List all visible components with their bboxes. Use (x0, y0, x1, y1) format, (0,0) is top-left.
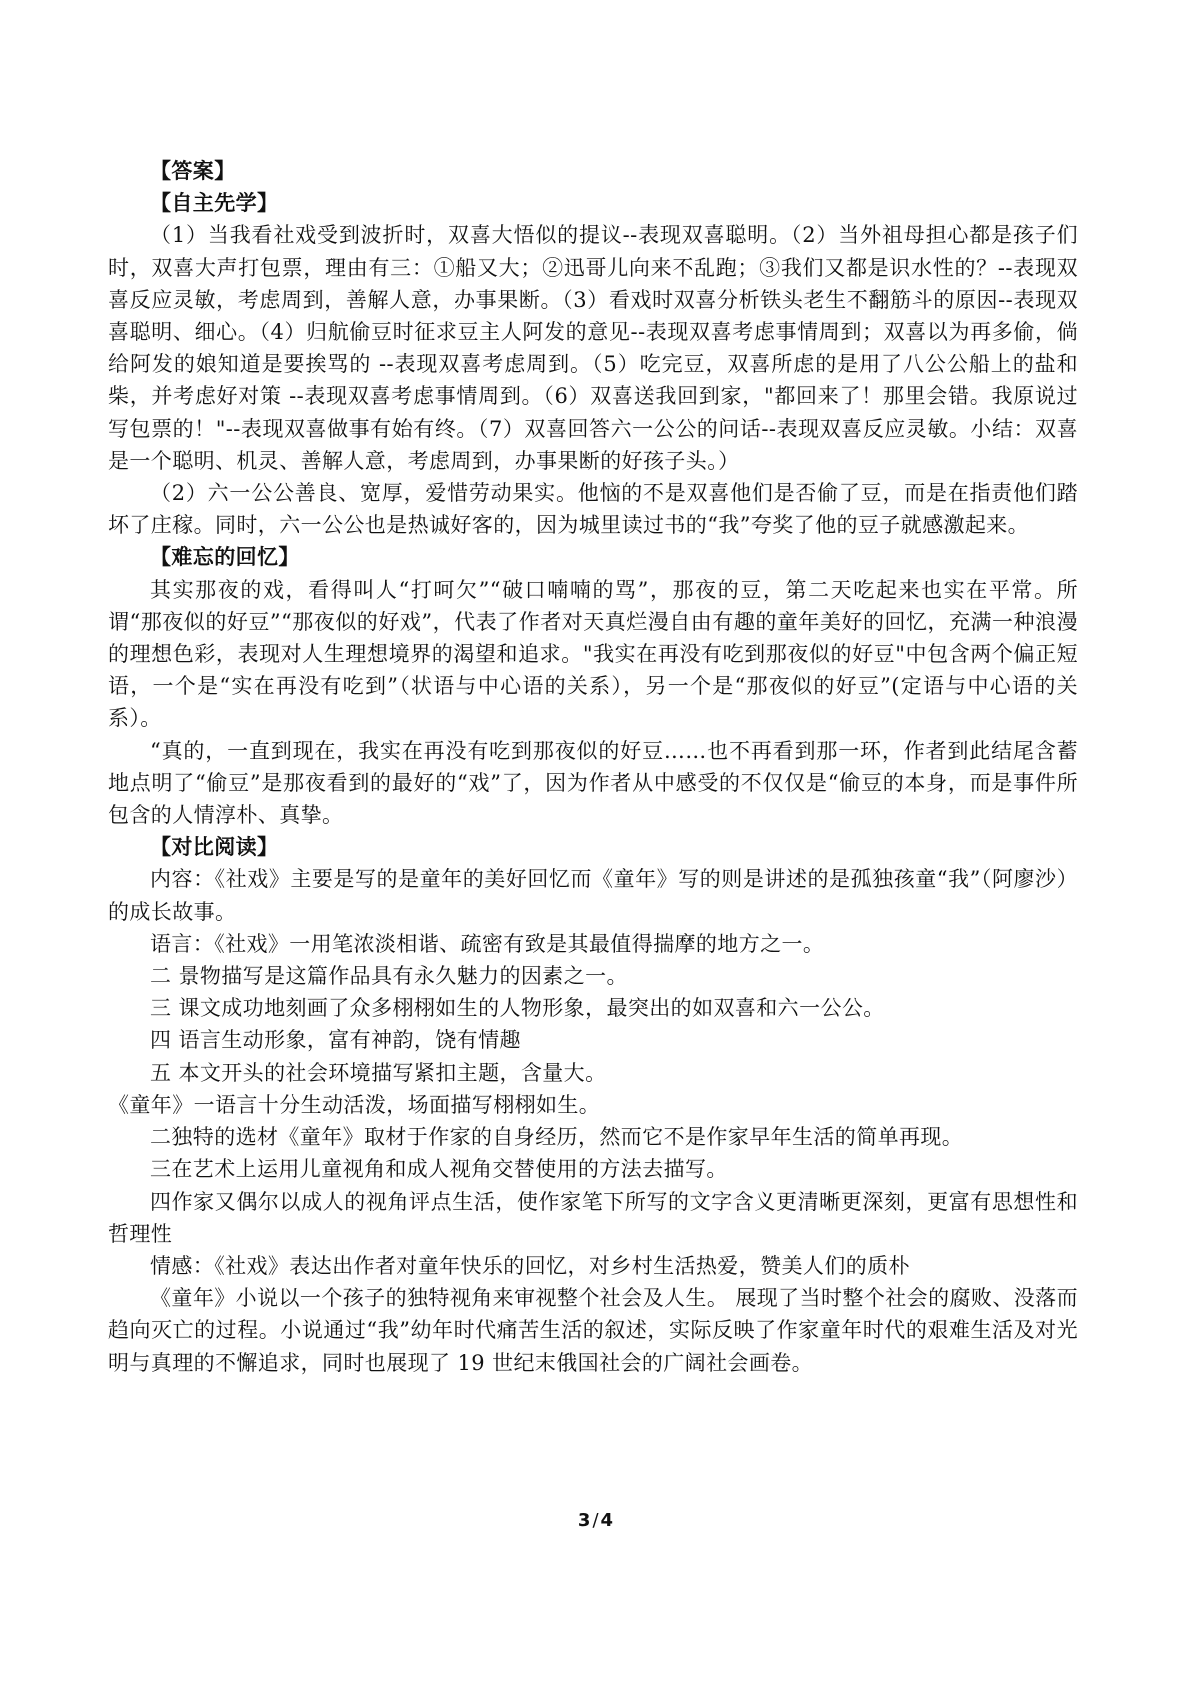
paragraph-compare-language-1: 语言：《社戏》一用笔浓淡相谐、疏密有致是其最值得揣摩的地方之一。 (150, 931, 825, 956)
paragraph-compare-emotion: 情感：《社戏》表达出作者对童年快乐的回忆，对乡村生活热爱，赞美人们的质朴 (150, 1253, 910, 1278)
paragraph-childhood-emotion: 《童年》小说以一个孩子的独特视角来审视整个社会及人生。 展现了当时整个社会的腐败、没落而趋向灭亡的过程。小说通过“我”幼年时代痛苦生活的叙述，实际反映了作家童年时代的艰难生活及对光明与真理的不懈追求，同时也展现了 19 世纪末俄国社会的广阔社会画卷。 (108, 1286, 1078, 1375)
page-number (0, 1510, 1191, 1531)
page-number-current: 3 (577, 1510, 591, 1531)
document-body (108, 155, 1078, 1379)
paragraph-childhood-4: 四作家又偶尔以成人的视角评点生活，使作家笔下所写的文字含义更清晰更深刻，更富有思想性和哲理性 (108, 1189, 1078, 1246)
paragraph-self-study-2: （2）六一公公善良、宽厚，爱惜劳动果实。他恼的不是双喜他们是否偷了豆，而是在指责他们踏坏了庄稼。同时，六一公公也是热诚好客的，因为城里读过书的“我”夸奖了他的豆子就感激起来。 (108, 481, 1078, 538)
paragraph-compare-content: 内容：《社戏》主要是写的是童年的美好回忆而《童年》写的则是讲述的是孤独孩童“我”（阿廖沙）的成长故事。 (108, 867, 1078, 924)
paragraph-childhood-2: 二独特的选材《童年》取材于作家的自身经历，然而它不是作家早年生活的简单再现。 (150, 1125, 964, 1150)
paragraph-compare-language-5: 五 本文开头的社会环境描写紧扣主题，含量大。 (150, 1060, 607, 1085)
page-number-separator: / (592, 1510, 599, 1531)
paragraph-childhood-3: 三在艺术上运用儿童视角和成人视角交替使用的方法去描写。 (150, 1157, 728, 1182)
paragraph-self-study-1: （1）当我看社戏受到波折时，双喜大悟似的提议--表现双喜聪明。（2）当外祖母担心都是孩子们时，双喜大声打包票，理由有三：①船又大；②迅哥儿向来不乱跑；③我们又都是识水性的？--表现双喜反应灵敏，考虑周到，善解人意，办事果断。（3）看戏时双喜分析铁头老生不翻筋斗的原因--表现双喜聪明、细心。（4）归航偷豆时征求豆主人阿发的意见--表现双喜考虑事情周到；双喜以为再多偷，倘给阿发的娘知道是要挨骂的 --表现双喜考虑周到。（5）吃完豆，双喜所虑的是用了八公公船上的盐和柴，并考虑好对策 --表现双喜考虑事情周到。（6）双喜送我回到家，"都回来了！那里会错。我原说过写包票的！"--表现双喜做事有始有终。（7）双喜回答六一公公的问话--表现双喜反应灵敏。小结：双喜是一个聪明、机灵、善解人意，考虑周到，办事果断的好孩子头。） (108, 223, 1078, 473)
paragraph-memory-1: 其实那夜的戏，看得叫人“打呵欠”“破口喃喃的骂”，那夜的豆，第二天吃起来也实在平常。所谓“那夜似的好豆”“那夜似的好戏”，代表了作者对天真烂漫自由有趣的童年美好的回忆，充满一种浪漫的理想色彩，表现对人生理想境界的渴望和追求。"我实在再没有吃到那夜似的好豆"中包含两个偏正短语，一个是“实在再没有吃到”（状语与中心语的关系），另一个是“那夜似的好豆”(定语与中心语的关系）。 (108, 577, 1078, 731)
section-heading-compare: 【对比阅读】 (150, 834, 279, 860)
section-heading-self-study: 【自主先学】 (150, 190, 279, 216)
paragraph-childhood-1: 《童年》一语言十分生动活泼，场面描写栩栩如生。 (108, 1092, 601, 1117)
paragraph-compare-language-2: 二 景物描写是这篇作品具有永久魅力的因素之一。 (150, 964, 628, 989)
section-heading-answer: 【答案】 (150, 158, 236, 183)
paragraph-compare-language-4: 四 语言生动形象，富有神韵，饶有情趣 (150, 1028, 521, 1053)
paragraph-memory-2: “真的，一直到现在，我实在再没有吃到那夜似的好豆……也不再看到那一环，作者到此结尾含蓄地点明了“偷豆”是那夜看到的最好的“戏”了，因为作者从中感受的不仅仅是“偷豆的本身，而是事件所包含的人情淳朴、真挚。 (108, 738, 1078, 828)
page-number-total: 4 (600, 1510, 614, 1531)
section-heading-memory: 【难忘的回忆】 (150, 544, 300, 570)
paragraph-compare-language-3: 三 课文成功地刻画了众多栩栩如生的人物形象，最突出的如双喜和六一公公。 (150, 996, 885, 1021)
